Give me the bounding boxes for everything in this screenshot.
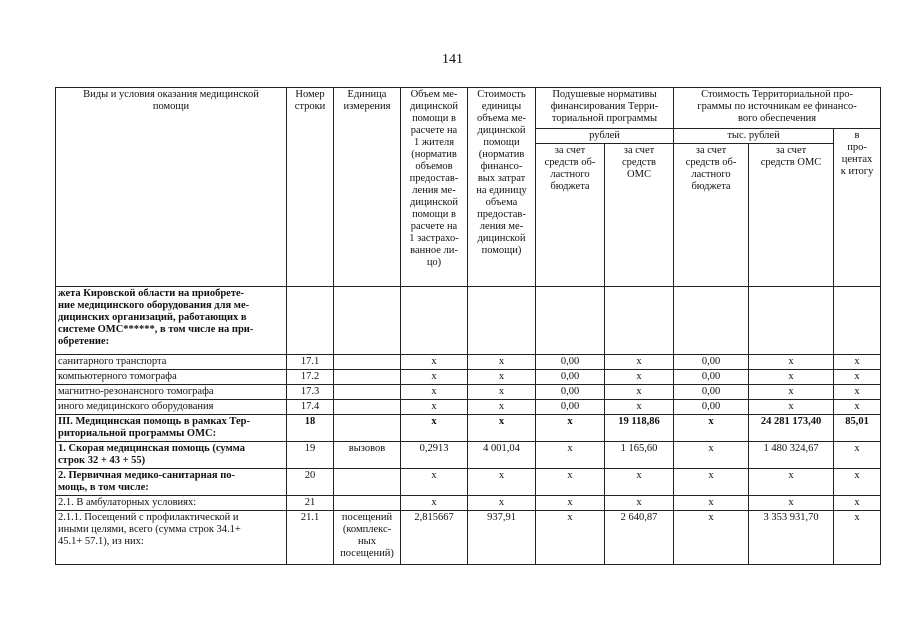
cell-name: 2.1. В амбулаторных условиях: <box>56 496 287 511</box>
cell-unit <box>334 370 401 385</box>
cell-vol: 0,2913 <box>401 442 468 469</box>
cell-tot-oms: 3 353 931,70 <box>749 511 834 565</box>
cell-unit <box>334 415 401 442</box>
financing-table <box>55 87 881 565</box>
cell-tot-oms: x <box>749 370 834 385</box>
cell-tot-reg <box>674 287 749 355</box>
cell-name: жета Кировской области на приобрете- ние медицинского оборудования для ме- дицинских организаций, работающих в системе ОМС******, в том числе на при- обретение: <box>56 287 287 355</box>
cell-cost: x <box>468 370 536 385</box>
cell-pc-reg: x <box>536 415 605 442</box>
table-row <box>56 385 881 400</box>
cell-pc-reg: x <box>536 511 605 565</box>
cell-no: 19 <box>287 442 334 469</box>
cell-tot-reg: x <box>674 511 749 565</box>
header-unit: Единица измерения <box>334 88 401 287</box>
cell-cost: 937,91 <box>468 511 536 565</box>
header-total-regional: за счет средств об- ластного бюджета <box>674 144 749 287</box>
table-row <box>56 496 881 511</box>
cell-no <box>287 287 334 355</box>
header-total-oms: за счет средств ОМС <box>749 144 834 287</box>
cell-pct: x <box>834 442 881 469</box>
cell-tot-reg: x <box>674 442 749 469</box>
cell-vol: x <box>401 400 468 415</box>
cell-pc-oms: x <box>605 469 674 496</box>
cell-no: 17.3 <box>287 385 334 400</box>
cell-tot-reg: x <box>674 415 749 442</box>
cell-pct: 85,01 <box>834 415 881 442</box>
page-number: 141 <box>442 52 463 67</box>
header-row-no: Номер строки <box>287 88 334 287</box>
cell-pc-oms: 1 165,60 <box>605 442 674 469</box>
cell-pct: x <box>834 511 881 565</box>
cell-pc-reg: 0,00 <box>536 355 605 370</box>
cell-vol: 2,815667 <box>401 511 468 565</box>
cell-cost <box>468 287 536 355</box>
cell-unit <box>334 287 401 355</box>
cell-pc-oms: x <box>605 400 674 415</box>
cell-vol <box>401 287 468 355</box>
cell-unit <box>334 469 401 496</box>
header-cost-unit: Стоимость единицы объема ме- дицинской помощи (норматив финансо- вых затрат на единицу объема предостав- ления ме- дицинской помощи) <box>468 88 536 287</box>
cell-name: III. Медицинская помощь в рамках Тер- риториальной программы ОМС: <box>56 415 287 442</box>
header-pc-oms: за счет средств ОМС <box>605 144 674 287</box>
header-percent: в про- центах к итогу <box>834 129 881 287</box>
table-row <box>56 511 881 565</box>
cell-pc-reg: 0,00 <box>536 385 605 400</box>
header-per-capita: Подушевые нормативы финансирования Терри- ториальной программы <box>536 88 674 129</box>
cell-cost: x <box>468 415 536 442</box>
cell-pc-reg <box>536 287 605 355</box>
cell-vol: x <box>401 370 468 385</box>
header-rubles: рублей <box>536 129 674 144</box>
cell-pct: x <box>834 370 881 385</box>
cell-cost: x <box>468 496 536 511</box>
cell-pct: x <box>834 469 881 496</box>
cell-vol: x <box>401 415 468 442</box>
cell-unit: вызовов <box>334 442 401 469</box>
cell-unit: посещений (комплекс- ных посещений) <box>334 511 401 565</box>
cell-cost: x <box>468 400 536 415</box>
cell-cost: x <box>468 385 536 400</box>
cell-no: 17.2 <box>287 370 334 385</box>
cell-tot-oms: x <box>749 469 834 496</box>
cell-pct: x <box>834 496 881 511</box>
cell-tot-oms: x <box>749 355 834 370</box>
header-volume: Объем ме- дицинской помощи в расчете на 1 жителя (норматив объемов предостав- ления ме- дицинской помощи в расчете на 1 застрахо- ванное ли- цо) <box>401 88 468 287</box>
cell-pct: x <box>834 400 881 415</box>
cell-tot-oms: x <box>749 385 834 400</box>
table-row <box>56 442 881 469</box>
cell-no: 18 <box>287 415 334 442</box>
cell-tot-oms: 24 281 173,40 <box>749 415 834 442</box>
cell-name: компьютерного томографа <box>56 370 287 385</box>
cell-pc-reg: 0,00 <box>536 400 605 415</box>
cell-name: 2. Первичная медико-санитарная по- мощь, в том числе: <box>56 469 287 496</box>
cell-name: санитарного транспорта <box>56 355 287 370</box>
table-row <box>56 415 881 442</box>
cell-tot-oms: 1 480 324,67 <box>749 442 834 469</box>
cell-unit <box>334 496 401 511</box>
cell-pc-reg: x <box>536 469 605 496</box>
cell-tot-reg: 0,00 <box>674 400 749 415</box>
cell-vol: x <box>401 355 468 370</box>
cell-name: магнитно-резонансного томографа <box>56 385 287 400</box>
cell-pc-reg: x <box>536 442 605 469</box>
table-row <box>56 469 881 496</box>
cell-name: иного медицинского оборудования <box>56 400 287 415</box>
cell-vol: x <box>401 496 468 511</box>
cell-pc-oms <box>605 287 674 355</box>
cell-pc-oms: x <box>605 370 674 385</box>
cell-tot-reg: 0,00 <box>674 355 749 370</box>
table-row <box>56 287 881 355</box>
table-row <box>56 370 881 385</box>
header-pc-regional: за счет средств об- ластного бюджета <box>536 144 605 287</box>
table-row <box>56 355 881 370</box>
cell-vol: x <box>401 385 468 400</box>
cell-tot-oms: x <box>749 496 834 511</box>
cell-no: 21.1 <box>287 511 334 565</box>
cell-pc-oms: x <box>605 355 674 370</box>
cell-unit <box>334 355 401 370</box>
header-types: Виды и условия оказания медицинской помощи <box>56 88 287 287</box>
cell-cost: x <box>468 355 536 370</box>
cell-tot-oms: x <box>749 400 834 415</box>
cell-pct: x <box>834 355 881 370</box>
cell-no: 20 <box>287 469 334 496</box>
cell-pc-reg: x <box>536 496 605 511</box>
cell-cost: 4 001,04 <box>468 442 536 469</box>
cell-no: 17.4 <box>287 400 334 415</box>
cell-pc-oms: x <box>605 385 674 400</box>
cell-unit <box>334 400 401 415</box>
cell-name: 1. Скорая медицинская помощь (сумма строк 32 + 43 + 55) <box>56 442 287 469</box>
cell-unit <box>334 385 401 400</box>
header-thousand-rubles: тыс. рублей <box>674 129 834 144</box>
cell-pc-oms: x <box>605 496 674 511</box>
cell-pc-oms: 19 118,86 <box>605 415 674 442</box>
cell-no: 21 <box>287 496 334 511</box>
cell-tot-reg: 0,00 <box>674 385 749 400</box>
header-total-cost: Стоимость Территориальной про- граммы по источникам ее финансо- вого обеспечения <box>674 88 881 129</box>
cell-pc-reg: 0,00 <box>536 370 605 385</box>
cell-vol: x <box>401 469 468 496</box>
cell-name: 2.1.1. Посещений с профилактической и иными целями, всего (сумма строк 34.1+ 45.1+ 57.1), из них: <box>56 511 287 565</box>
cell-tot-reg: 0,00 <box>674 370 749 385</box>
cell-pc-oms: 2 640,87 <box>605 511 674 565</box>
cell-no: 17.1 <box>287 355 334 370</box>
cell-cost: x <box>468 469 536 496</box>
table-row <box>56 400 881 415</box>
cell-tot-reg: x <box>674 496 749 511</box>
table-body <box>56 287 881 565</box>
cell-tot-oms <box>749 287 834 355</box>
cell-pct: x <box>834 385 881 400</box>
cell-pct <box>834 287 881 355</box>
cell-tot-reg: x <box>674 469 749 496</box>
